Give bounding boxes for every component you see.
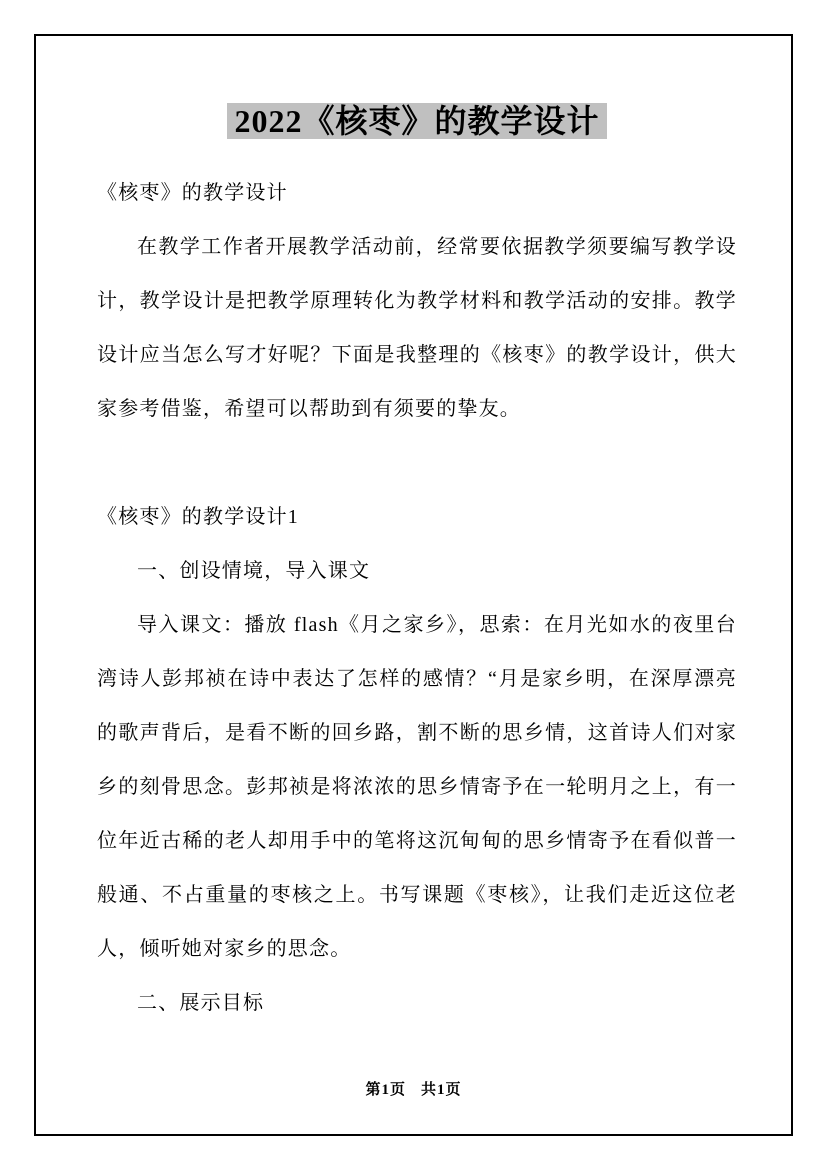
- paragraph-list: [97, 166, 737, 1030]
- footer-total-label: 共1页: [421, 1082, 462, 1098]
- document-title: 2022《核枣》的教学设计: [227, 103, 606, 139]
- paragraph: 《核枣》的教学设计1: [97, 506, 299, 528]
- paragraph: 在教学工作者开展教学活动前，经常要依据教学须要编写教学设计，教学设计是把教学原理转化为教学材料和教学活动的安排。教学设计应当怎么写才好呢？下面是我整理的《核枣》的教学设计，供大家参考借鉴，希望可以帮助到有须要的挚友。: [97, 236, 737, 420]
- paragraph: 《核枣》的教学设计: [97, 182, 288, 204]
- footer-page-label: 第1页: [365, 1082, 406, 1098]
- document-title-row: [97, 100, 737, 143]
- page-content: [97, 0, 737, 1030]
- paragraph: 一、创设情境，导入课文: [137, 560, 371, 582]
- paragraph: 二、展示目标: [137, 992, 265, 1014]
- paragraph: 导入课文：播放 flash《月之家乡》，思索：在月光如水的夜里台湾诗人彭邦祯在诗中表达了怎样的感情？“月是家乡明，在深厚漂亮的歌声背后，是看不断的回乡路，割不断的思乡情，这首诗人们对家乡的刻骨思念。彭邦祯是将浓浓的思乡情寄予在一轮明月之上，有一位年近古稀的老人却用手中的笔将这沉甸甸的思乡情寄予在看似普一般通、不占重量的枣核之上。书写课题《枣核》，让我们走近这位老人，倾听她对家乡的思念。: [97, 614, 737, 960]
- page-footer: [0, 1078, 827, 1099]
